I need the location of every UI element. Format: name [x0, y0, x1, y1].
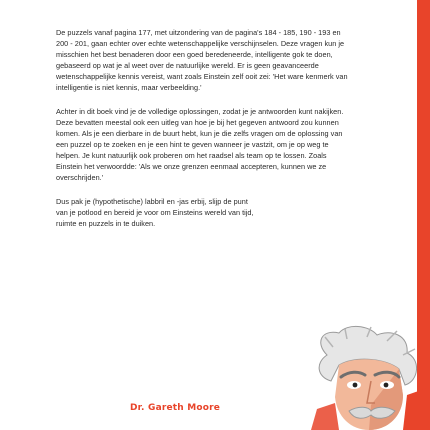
einstein-portrait-icon — [287, 325, 430, 430]
paragraph-3: Dus pak je (hypothetische) labbril en -jas erbij, slijp de punt van je potlood en bereid je voor om Einsteins wereld van tijd, ruimte en puzzels in te duiken. — [56, 197, 254, 228]
paragraph-1: De puzzels vanaf pagina 177, met uitzondering van de pagina's 184 - 185, 190 - 193 en 200 - 201, gaan echter over echte wetenschappelijke verschijnselen. Deze vragen kun je misschien het best benaderen door een goed beredeneerde, intelligente gok te doen, gebaseerd op wat je al weet over de natuurlijke wereld. Er is geen geavanceerde wetenschappelijke kennis vereist, want zoals Einstein zelf ooit zei: 'Het ware kenmerk van intelligentie is niet kennis, maar verbeelding.' — [56, 28, 348, 92]
paragraph-2: Achter in dit boek vind je de volledige oplossingen, zodat je je antwoorden kunt nakijken. Deze bevatten meestal ook een uitleg van hoe je bij het gegeven antwoord zou kunnen komen. Als je een dierbare in de buurt hebt, kun je die zelfs vragen om de oplossing van een puzzel op te zoeken en je een hint te geven wanneer je vastzit, om je op weg te helpen. Je kunt natuurlijk ook proberen om het raadsel als team op te lossen. Zoals Einstein het verwoordde: 'Als we onze grenzen eenmaal accepteren, kunnen we ze overschrijden.' — [56, 107, 344, 182]
author-signature: Dr. Gareth Moore — [130, 403, 221, 413]
body-text — [56, 27, 352, 242]
